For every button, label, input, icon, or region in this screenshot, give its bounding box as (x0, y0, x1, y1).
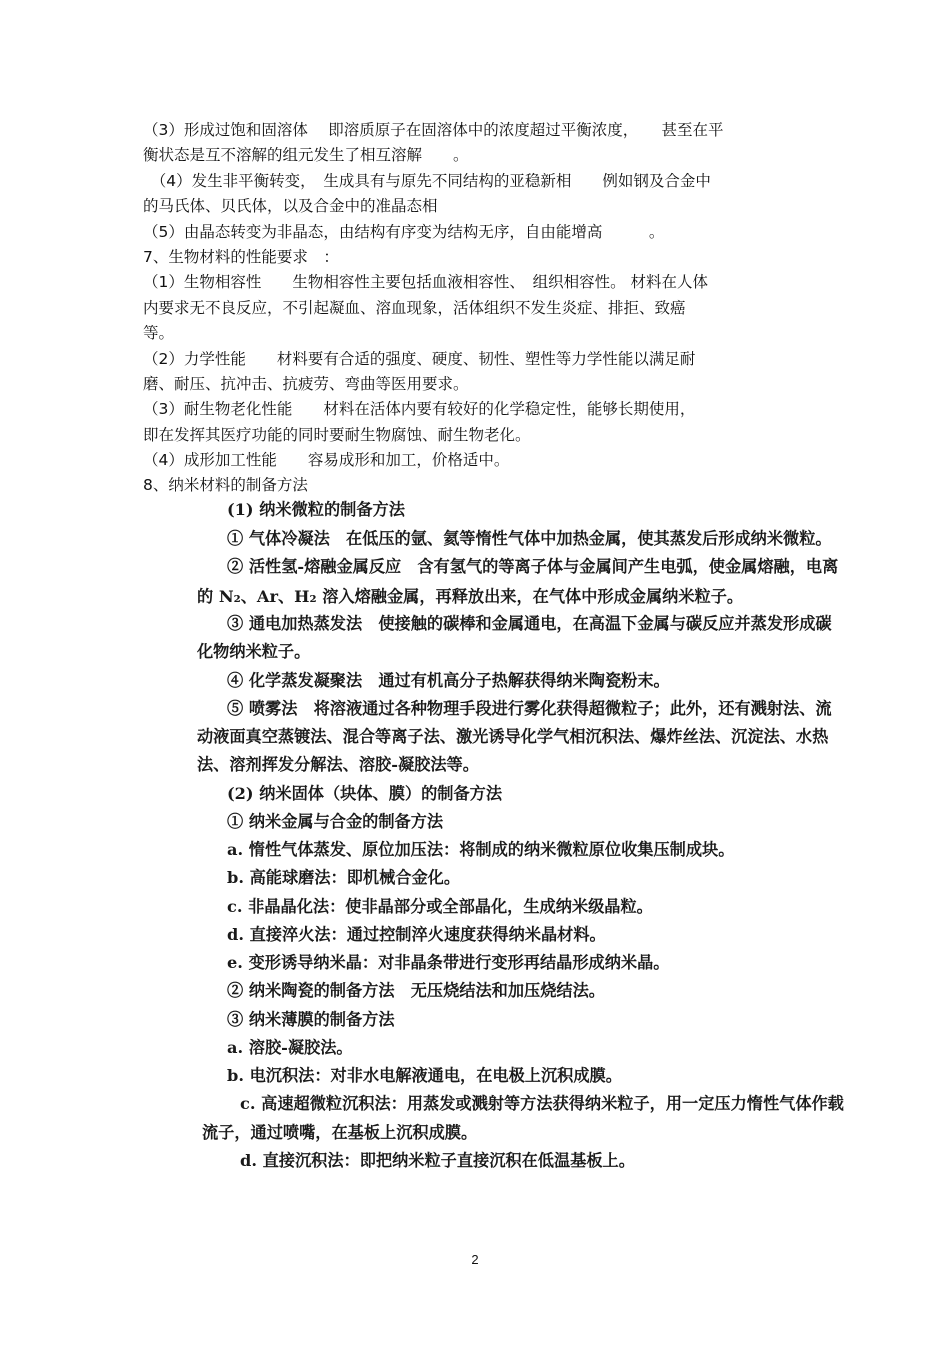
text-line: （3）形成过饱和固溶体 即溶质原子在固溶体中的浓度超过平衡浓度， 甚至在平 (143, 121, 724, 139)
text-line: （5）由晶态转变为非晶态，由结构有序变为结构无序，自由能增高 。 (143, 222, 665, 241)
scan-line: a. 惰性气体蒸发、原位加压法：将制成的纳米微粒原位收集压制成块。 (227, 840, 735, 859)
text-line: 的马氏体、贝氏体，以及合金中的准晶态相 (143, 197, 438, 216)
section-heading-8: 8、纳米材料的制备方法 (143, 476, 308, 495)
scan-line: 流子，通过喷嘴，在基板上沉积成膜。 (202, 1123, 478, 1142)
text-section-properties (143, 118, 823, 499)
scan-line: ④ 化学蒸发凝聚法 通过有机高分子热解获得纳米陶瓷粉末。 (227, 671, 670, 690)
scan-line: e. 变形诱导纳米晶：对非晶条带进行变形再结晶形成纳米晶。 (227, 953, 670, 972)
scan-line: 动液面真空蒸镀法、混合等离子法、激光诱导化学气相沉积法、爆炸丝法、沉淀法、水热 (197, 727, 829, 746)
text-line: （1）生物相容性 生物相容性主要包括血液相容性、 组织相容性。 材料在人体 (143, 273, 709, 292)
scan-line: b. 高能球磨法：即机械合金化。 (227, 868, 461, 887)
scan-line: (1) 纳米微粒的制备方法 (227, 500, 405, 519)
text-line: 即在发挥其医疗功能的同时要耐生物腐蚀、耐生物老化。 (143, 425, 531, 444)
section-heading-7: 7、生物材料的性能要求 ： (143, 247, 339, 266)
text-line: 内要求无不良反应，不引起凝血、溶血现象，活体组织不发生炎症、排拒、致癌 (143, 298, 686, 317)
text-line: 等。 (143, 324, 175, 343)
scan-line: 法、溶剂挥发分解法、溶胶-凝胶法等。 (197, 755, 479, 774)
text-line: 衡状态是互不溶解的组元发生了相互溶解 。 (143, 146, 469, 165)
scan-line: ① 纳米金属与合金的制备方法 (227, 812, 444, 831)
text-line: （4）发生非平衡转变， 生成具有与原先不同结构的亚稳新相 例如钢及合金中 (143, 171, 711, 190)
text-line: 磨、耐压、抗冲击、抗疲劳、弯曲等医用要求。 (143, 374, 469, 393)
scan-line: c. 高速超微粒沉积法：用蒸发或溅射等方法获得纳米粒子，用一定压力惰性气体作载 (240, 1094, 844, 1113)
text-line: （3）耐生物老化性能 材料在活体内要有较好的化学稳定性，能够长期使用， (143, 400, 696, 419)
scan-line: b. 电沉积法：对非水电解液通电，在电极上沉积成膜。 (227, 1066, 622, 1085)
scan-line: a. 溶胶-凝胶法。 (227, 1038, 353, 1057)
scan-line: ③ 通电加热蒸发法 使接触的碳棒和金属通电，在高温下金属与碳反应并蒸发形成碳 (227, 614, 832, 633)
scan-line: ③ 纳米薄膜的制备方法 (227, 1010, 395, 1029)
scan-line: 的 N₂、Ar、H₂ 溶入熔融金属，再释放出来，在气体中形成金属纳米粒子。 (197, 587, 744, 606)
page-number: 2 (471, 1252, 479, 1267)
scan-line: ⑤ 喷雾法 将溶液通过各种物理手段进行雾化获得超微粒子；此外，还有溅射法、流 (227, 699, 832, 718)
text-line: （2）力学性能 材料要有合适的强度、硬度、韧性、塑性等力学性能以满足耐 (143, 349, 696, 368)
scan-line: c. 非晶晶化法：使非晶部分或全部晶化，生成纳米级晶粒。 (227, 897, 653, 916)
scan-line: (2) 纳米固体（块体、膜）的制备方法 (227, 784, 503, 803)
scan-line: d. 直接淬火法：通过控制淬火速度获得纳米晶材料。 (227, 925, 606, 944)
scan-line: d. 直接沉积法：即把纳米粒子直接沉积在低温基板上。 (240, 1151, 635, 1170)
scan-line: ② 纳米陶瓷的制备方法 无压烧结法和加压烧结法。 (227, 981, 605, 1000)
text-line: （4）成形加工性能 容易成形和加工，价格适中。 (143, 451, 510, 470)
scan-line: ① 气体冷凝法 在低压的氩、氦等惰性气体中加热金属，使其蒸发后形成纳米微粒。 (227, 529, 832, 548)
scan-line: ② 活性氢-熔融金属反应 含有氢气的等离子体与金属间产生电弧，使金属熔融，电离 (227, 557, 839, 576)
scan-line: 化物纳米粒子。 (197, 642, 311, 661)
